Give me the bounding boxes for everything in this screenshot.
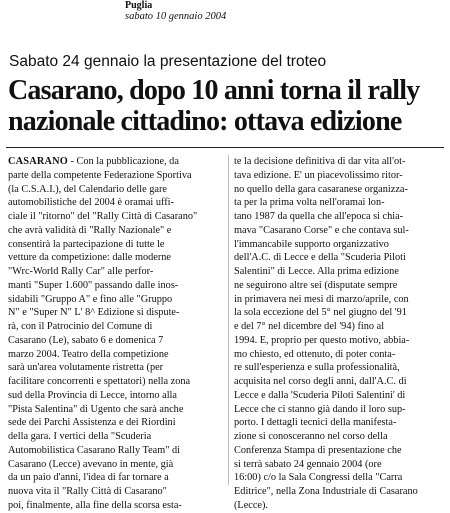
article-text: Lecce e dalla 'Scuderia Piloti Salentini' di [234,389,406,401]
article-text: - Con la pubblicazione, da [67,156,179,167]
article-text-line [8,183,224,197]
article-text: da un paio d'anni, l'idea di far tornare a [8,472,169,484]
article-text: sidabili "Gruppo A" e fino alle "Gruppo [8,293,173,305]
article-text: facilitare concorrenti e spettatori) nella zona [8,376,191,387]
article-text-line [8,306,224,320]
article-text-line [234,361,446,375]
masthead-date: sabato 10 gennaio 2004 [125,11,227,22]
newspaper-masthead [125,0,226,22]
article-text: sede dei Parchi Assistenza e dei Riordini [8,417,176,429]
article-text-line [8,444,224,458]
article-text-line [8,169,224,183]
article-text: tano 1987 da quella che all'epoca si chia- [234,211,404,222]
article-text: 16:00) c/o la Sala Congressi della "Carra [234,472,403,484]
article-kicker: Sabato 24 gennaio la presentazione del troteo [9,53,327,70]
article-text-line [234,389,446,403]
headline-line-2: nazionale cittadino: ottava edizione [8,106,402,137]
article-text: sarà un'area volutamente ristretta (per [8,362,164,374]
article-text-line [8,293,224,307]
article-text: della gara. I vertici della "Scuderia [8,431,152,442]
article-text: N" e "Super N" L' 8^ Edizione si dispute- [8,307,180,319]
article-text: automobilistiche del 2004 è oramai uffi- [8,197,174,209]
article-text-line [234,348,446,362]
article-text-line [234,320,446,334]
article-text-line [8,334,224,348]
article-text-line [234,279,446,293]
article-text: 1994. E, proprio per questo motivo, abbia- [234,334,410,346]
article-text: si terrà sabato 24 gennaio 2004 (ore [234,458,382,470]
article-text: manti "Super 1.600" passando dalle inos- [8,279,179,291]
article-text-line [234,169,446,183]
article-text: mo chiesto, ed ottenuto, di poter conta- [234,348,396,360]
article-text: nuova vita il "Rally Città di Casarano" [8,486,167,497]
article-text: l'immancabile supporto organizzativo [234,238,389,250]
article-text: Automobilistica Casarano Rally Team" di [8,444,181,456]
article-text: vetture da competizione: dalle moderne [8,252,171,264]
article-text-line [234,251,446,265]
article-text: in primavera nei mesi di marzo/aprile, con [234,293,409,305]
article-text: rà, con il Patrocinio del Comune di [8,321,153,332]
article-text: Conferenza Stampa di presentazione che [234,444,402,456]
article-text-line [234,416,446,430]
article-text: Salentini" di Lecce. Alla prima edizione [234,266,399,277]
article-text-line [8,430,224,444]
article-text-line [234,224,446,238]
article-text-line [8,196,224,210]
article-text-line [8,485,224,499]
article-text-line [234,238,446,252]
article-text-line [8,458,224,472]
article-text: ne seguirono altre sei (disputate sempre [234,279,398,291]
article-text-line [234,375,446,389]
article-text-line [8,471,224,485]
article-text-line [8,251,224,265]
article-text-line [234,499,446,513]
article-text-line [8,403,224,417]
article-text-line [234,293,446,307]
article-text-line [8,361,224,375]
article-text: ta per la prima volta nell'oramai lon- [234,197,385,209]
article-text: la sola eccezione del 5° nel giugno del '91 [234,307,407,319]
article-text-line [234,458,446,472]
article-text-line [234,485,446,499]
article-lead-location: CASARANO [8,156,68,167]
article-text-line [8,320,224,334]
article-text-line [234,155,446,169]
article-text: parte della competente Federazione Sportiva [8,169,192,181]
article-column-right [234,155,446,513]
article-text-line [8,348,224,362]
article-text: dell'A.C. di Lecce e della "Scuderia Piloti [234,252,406,264]
article-headline [8,75,444,137]
article-text-line [234,334,446,348]
article-text-line [8,499,224,513]
article-text-line [8,279,224,293]
article-text: ciale il "ritorno" del "Rally Città di Casarano" [8,211,198,222]
article-text: poi, finalmente, alla fine della scorsa esta- [8,499,182,511]
article-column-left [8,155,224,513]
article-text: sud della Provincia di Lecce, intorno alla [8,389,177,401]
article-text-line [8,224,224,238]
article-text-line [234,265,446,279]
column-divider [228,155,229,485]
article-text: tava edizione. E' un piacevolissimo ritor- [234,169,403,181]
article-text: mava "Casarano Corse" e che contava sul- [234,224,409,236]
article-text: Editrice", nella Zona Industriale di Casarano [234,486,418,497]
article-text-line [234,471,446,485]
masthead-region: Puglia [125,0,153,11]
article-text-line [8,210,224,224]
article-text: te la decisione definitiva di dar vita all'ot- [234,156,406,167]
article-text-line [8,155,224,169]
article-text-line [8,265,224,279]
article-text: "Wrc-World Rally Car" alle perfor- [8,266,154,277]
article-text: acquisita nel corso degli anni, dall'A.C. di [234,376,407,387]
article-text-line [234,196,446,210]
article-text-line [234,444,446,458]
article-text: marzo 2004. Teatro della competizione [8,348,169,360]
article-text-line [8,389,224,403]
article-text-line [234,306,446,320]
headline-line-1: Casarano, dopo 10 anni torna il rally [8,75,420,106]
article-text: Casarano (Lecce) avevano in mente, già [8,458,174,470]
article-text-line [8,375,224,389]
article-text-line [234,430,446,444]
article-text: re sull'esperienza e sulla professionalità, [234,362,400,374]
article-text: Lecce che ci stanno già dando il loro sup- [234,403,406,415]
article-text-line [234,210,446,224]
article-text-line [8,238,224,252]
article-text: e del 7° nel dicembre del '94) fino al [234,321,385,332]
article-text: no quello della gara casaranese organizza- [234,183,408,195]
article-text: consentirà la partecipazione di tutte le [8,238,165,250]
article-text-line [234,403,446,417]
article-text: porto. I dettagli tecnici della manifesta- [234,417,397,429]
headline-rule [6,147,444,148]
article-text: (Lecce). [234,499,269,511]
article-text-line [234,183,446,197]
article-text: (la C.S.A.I.), del Calendario delle gare [8,183,167,195]
article-text: Casarano (Le), sabato 6 e domenica 7 [8,334,164,346]
article-text-line [8,416,224,430]
article-text: "Pista Salentina" di Ugento che sarà anche [8,403,184,415]
article-text: zione si conosceranno nel corso della [234,431,388,442]
article-text: che avrà validità di "Rally Nazionale" e [8,224,172,236]
